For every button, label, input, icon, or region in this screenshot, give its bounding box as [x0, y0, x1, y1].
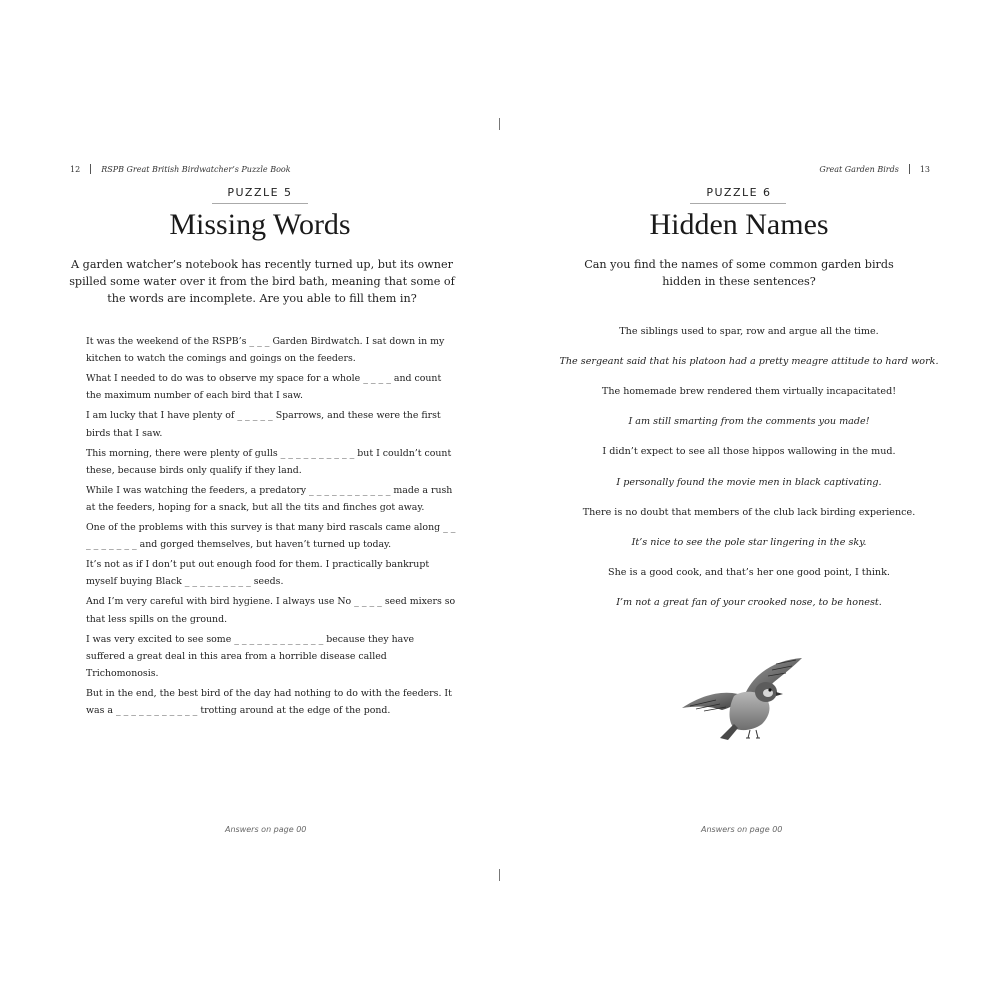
puzzle-label: PUZZLE 6: [706, 186, 772, 199]
list-item: But in the end, the best bird of the day had nothing to do with the feeders. It was a _ _ _ _ _ _ _ _ _ _ _ trotting around at the edge of the pond.: [86, 688, 452, 717]
puzzle-label: PUZZLE 5: [227, 186, 293, 199]
sentence-item: The sergeant said that his platoon had a pretty meagre attitude to hard work.: [559, 355, 939, 367]
sentence-item: The homemade brew rendered them virtually incapacitated!: [601, 385, 897, 397]
running-head-left: [70, 164, 291, 174]
bird-illustration: [676, 654, 806, 744]
list-item: What I needed to do was to observe my space for a whole _ _ _ _ and count the maximum number of each bird that I saw.: [86, 373, 442, 402]
page-number: 13: [919, 164, 930, 174]
list-item: One of the problems with this survey is that many bird rascals came along _ _ _ _ _ _ _ _ _ and gorged themselves, but haven’t turned up today.: [86, 522, 456, 551]
list-item: It was the weekend of the RSPB’s _ _ _ Garden Birdwatch. I sat down in my kitchen to watch the comings and goings on the feeders.: [86, 336, 445, 365]
puzzle-intro: Can you find the names of some common garden birds hidden in these sentences?: [584, 258, 894, 288]
header-divider: [90, 164, 91, 174]
sentence-item: There is no doubt that members of the club lack birding experience.: [582, 506, 916, 518]
running-title: Great Garden Birds: [819, 164, 899, 174]
list-item: And I’m very careful with bird hygiene. I always use No _ _ _ _ seed mixers so that less spills on the ground.: [86, 596, 456, 625]
sentence-item: It’s nice to see the pole star lingering in the sky.: [631, 536, 867, 548]
missing-words-list: [86, 333, 456, 722]
list-item: I was very excited to see some _ _ _ _ _ _ _ _ _ _ _ _ because they have suffered a great deal in this area from a horrible disease called Trichomonosis.: [86, 633, 415, 680]
sentence-item: I didn’t expect to see all those hippos wallowing in the mud.: [602, 446, 896, 458]
sentence-item: I am still smarting from the comments you made!: [628, 416, 870, 428]
puzzle-title: Hidden Names: [649, 208, 829, 241]
list-item: I am lucky that I have plenty of _ _ _ _ _ Sparrows, and these were the first birds that I saw.: [86, 410, 441, 439]
sentence-item: The siblings used to spar, row and argue all the time.: [619, 325, 879, 337]
puzzle-title: Missing Words: [169, 208, 351, 241]
answers-note: Answers on page 00: [701, 825, 783, 834]
sentence-item: I’m not a great fan of your crooked nose, to be honest.: [616, 597, 882, 609]
list-item: It’s not as if I don’t put out enough food for them. I practically bankrupt myself buying Black _ _ _ _ _ _ _ _ _ seeds.: [86, 559, 430, 588]
page-number: 12: [70, 164, 81, 174]
running-title: RSPB Great British Birdwatcher’s Puzzle Book: [101, 164, 291, 174]
list-item: While I was watching the feeders, a predatory _ _ _ _ _ _ _ _ _ _ _ made a rush at the feeders, hoping for a snack, but all the tits and finches got away.: [86, 484, 453, 514]
answers-note: Answers on page 00: [225, 825, 307, 834]
puzzle-intro: A garden watcher’s notebook has recently turned up, but its owner spilled some water over it from the bird bath, meaning that some of the words are incomplete. Are you able to fill them in?: [69, 258, 455, 305]
puzzle-label-rule: [212, 203, 308, 204]
puzzle-label-rule: [690, 203, 786, 204]
header-divider: [909, 164, 910, 174]
sentence-item: She is a good cook, and that’s her one good point, I think.: [608, 567, 890, 579]
hidden-names-list: [540, 316, 958, 618]
list-item: This morning, there were plenty of gulls _ _ _ _ _ _ _ _ _ _ but I couldn’t count these, because birds only qualify if they land.: [86, 447, 452, 476]
running-head-right: [819, 164, 930, 174]
right-page: [500, 0, 1000, 1000]
sentence-item: I personally found the movie men in black captivating.: [616, 476, 882, 488]
